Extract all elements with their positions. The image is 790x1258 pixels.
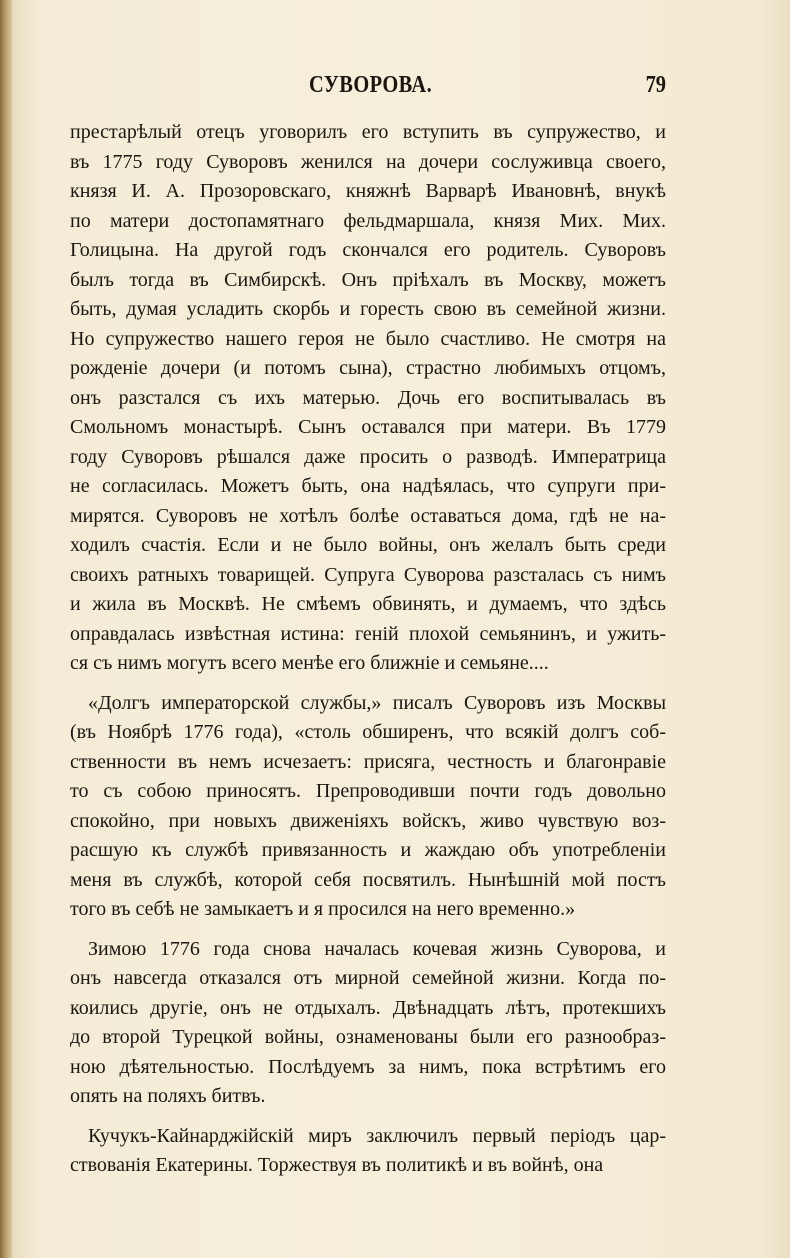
text-line: былъ тогда въ Симбирскѣ. Онъ пріѣхалъ въ Москву, можетъ xyxy=(70,268,666,291)
text-line: Но супружество нашего героя не было счастливо. Не смотря на xyxy=(70,327,666,350)
text-line: рожденіе дочери (и потомъ сына), страстно любимыхъ отцомъ, xyxy=(70,357,666,379)
text-line: ственности въ немъ исчезаетъ: присяга, честность и благонравіе xyxy=(70,750,666,773)
paragraph xyxy=(70,118,666,679)
text-line: Смольномъ монастырѣ. Сынъ оставался при матери. Въ 1779 xyxy=(70,416,666,438)
text-line: ною дѣятельностью. Послѣдуемъ за нимъ, пока встрѣтимъ его xyxy=(70,1055,666,1078)
paragraph-gap xyxy=(70,679,666,689)
paragraph xyxy=(70,689,666,925)
text-line: не согласилась. Можетъ быть, она надѣялась, что супруги при- xyxy=(70,475,666,497)
text-line: ся съ нимъ могутъ всего менѣе его ближніе и семьяне.... xyxy=(70,652,549,674)
text-line: ствованія Екатерины. Торжествуя въ политикѣ и въ войнѣ, она xyxy=(70,1154,604,1176)
text-line: спокойно, при новыхъ движеніяхъ войскъ, живо чувствую воз- xyxy=(70,809,666,832)
text-line: коились другіе, онъ не отдыхалъ. Двѣнадцать лѣтъ, протекшихъ xyxy=(70,996,666,1019)
text-line: того въ себѣ не замыкаетъ и я просился на него временно.» xyxy=(70,898,576,920)
text-line: мирятся. Суворовъ не хотѣлъ болѣе оставаться дома, гдѣ не на- xyxy=(70,504,666,527)
text-line: въ 1775 году Суворовъ женился на дочери сослуживца своего, xyxy=(70,150,666,173)
text-line: своихъ ратныхъ товарищей. Супруга Суворова разсталась съ нимъ xyxy=(70,563,666,586)
running-head: СУВОРОВА. xyxy=(309,72,433,98)
text-line: «Долгъ императорской службы,» писалъ Суворовъ изъ Москвы xyxy=(88,691,666,714)
text-line: то съ собою приносятъ. Препроводивши почти годъ довольно xyxy=(70,780,666,802)
text-line: Кучукъ-Кайнарджійскій миръ заключилъ первый періодъ цар- xyxy=(88,1124,666,1147)
text-line: году Суворовъ рѣшался даже просить о разводѣ. Императрица xyxy=(70,445,666,468)
text-line: и жила въ Москвѣ. Не смѣемъ обвинять, и думаемъ, что здѣсь xyxy=(70,593,666,615)
text-line: опять на поляхъ битвъ. xyxy=(70,1085,266,1107)
text-line: расшую къ службѣ привязанность и жаждаю объ употребленіи xyxy=(70,839,666,861)
text-line: оправдалась извѣстная истина: геній плохой семьянинъ, и ужить- xyxy=(70,622,666,645)
text-line: князя И. А. Прозоровскаго, княжнѣ Варварѣ Ивановнѣ, внукѣ xyxy=(70,180,666,202)
text-line: до второй Турецкой войны, ознаменованы были его разнообраз- xyxy=(70,1026,666,1048)
body-text xyxy=(70,118,666,1181)
text-line: Зимою 1776 года снова началась кочевая жизнь Суворова, и xyxy=(88,937,666,960)
text-line: ходилъ счастія. Если и не было войны, онъ желалъ быть среди xyxy=(70,534,666,556)
text-line: онъ разстался съ ихъ матерью. Дочь его воспитывалась въ xyxy=(70,386,666,409)
text-line: меня въ службѣ, которой себя посвятилъ. Нынѣшній мой постъ xyxy=(70,868,666,891)
paragraph-gap xyxy=(70,1112,666,1122)
page-spine-edge xyxy=(0,0,12,1258)
paragraph xyxy=(70,935,666,1112)
text-line: престарѣлый отецъ уговорилъ его вступить въ супружество, и xyxy=(70,121,666,143)
text-line: по матери достопамятнаго фельдмаршала, князя Мих. Мих. xyxy=(70,209,666,232)
paragraph xyxy=(70,1122,666,1181)
paragraph-gap xyxy=(70,925,666,935)
text-line: Голицына. На другой годъ скончался его родитель. Суворовъ xyxy=(70,239,666,261)
text-line: быть, думая усладить скорбь и горесть свою въ семейной жизни. xyxy=(70,298,666,320)
text-line: (въ Ноябрѣ 1776 года), «столь обширенъ, что всякій долгъ соб- xyxy=(70,721,666,743)
page-number: 79 xyxy=(645,72,666,98)
text-line: онъ навсегда отказался отъ мирной семейной жизни. Когда по- xyxy=(70,967,666,989)
page-header xyxy=(66,72,666,106)
